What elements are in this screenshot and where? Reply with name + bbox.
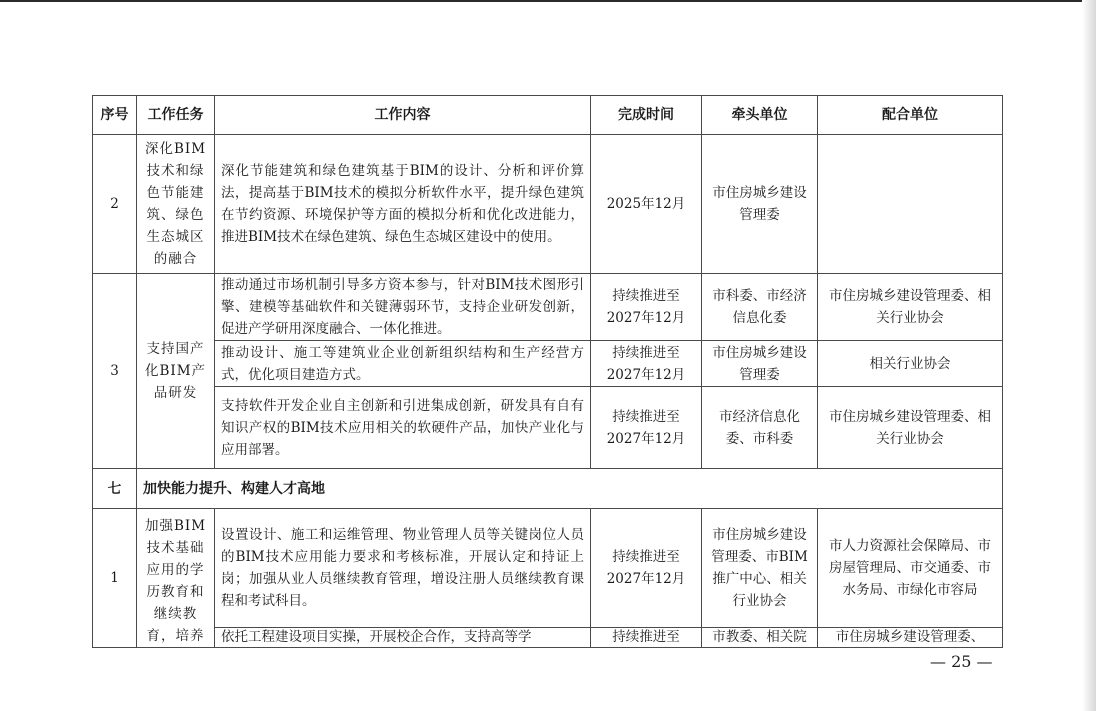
row-content: 深化节能建筑和绿色建筑基于BIM的设计、分析和评价算法，提高基于BIM技术的模拟分析软件水平，提升绿色建筑在节约资源、环境保护等方面的模拟分析和优化改进能力，推进BIM技术在绿色建筑、绿色生态城区建设中的使用。: [215, 135, 591, 274]
row-seq: 3: [93, 274, 137, 469]
row-coop: [818, 135, 1003, 274]
header-time: 完成时间: [591, 96, 702, 135]
table-row: [93, 274, 1003, 341]
row-time: 持续推进至2027年12月: [591, 509, 702, 628]
table-row: [93, 627, 1003, 647]
row-content: 依托工程建设项目实操，开展校企合作，支持高等学: [215, 627, 591, 647]
page-number: — 25 —: [930, 652, 993, 671]
top-border-line: [0, 0, 1096, 2]
row-coop: 市住房城乡建设管理委、相关行业协会: [818, 387, 1003, 469]
row-task: 深化BIM技术和绿色节能建筑、绿色生态城区的融合: [137, 135, 215, 274]
row-time: 持续推进至2027年12月: [591, 341, 702, 387]
row-time: 持续推进至2027年12月: [591, 387, 702, 469]
row-lead: 市经济信息化委、市科委: [702, 387, 818, 469]
row-content: 推动设计、施工等建筑业企业创新组织结构和生产经营方式，优化项目建造方式。: [215, 341, 591, 387]
row-time: 2025年12月: [591, 135, 702, 274]
row-lead: 市住房城乡建设管理委: [702, 341, 818, 387]
section-row: [93, 469, 1003, 509]
row-lead: 市住房城乡建设管理委: [702, 135, 818, 274]
row-seq: 1: [93, 509, 137, 648]
header-task: 工作任务: [137, 96, 215, 135]
row-content: 支持软件开发企业自主创新和引进集成创新，研发具有自有知识产权的BIM技术应用相关的软硬件产品，加快产业化与应用部署。: [215, 387, 591, 469]
row-seq: 2: [93, 135, 137, 274]
row-coop: 市住房城乡建设管理委、相关行业协会: [818, 274, 1003, 341]
work-plan-table: [92, 95, 1003, 648]
header-content: 工作内容: [215, 96, 591, 135]
section-number: 七: [93, 469, 137, 509]
page-edge-shadow: [1082, 0, 1096, 711]
header-lead: 牵头单位: [702, 96, 818, 135]
row-coop: 相关行业协会: [818, 341, 1003, 387]
table-header-row: [93, 96, 1003, 135]
row-content: 推动通过市场机制引导多方资本参与，针对BIM技术图形引擎、建模等基础软件和关键薄弱环节，支持企业研发创新，促进产学研用深度融合、一体化推进。: [215, 274, 591, 341]
table-row: [93, 135, 1003, 274]
row-task: 支持国产化BIM产品研发: [137, 274, 215, 469]
row-lead: 市住房城乡建设管理委、市BIM推广中心、相关行业协会: [702, 509, 818, 628]
row-coop: 市住房城乡建设管理委、: [818, 627, 1003, 647]
table-row: [93, 341, 1003, 387]
row-lead: 市科委、市经济信息化委: [702, 274, 818, 341]
header-seq: 序号: [93, 96, 137, 135]
table-row: [93, 387, 1003, 469]
section-title: 加快能力提升、构建人才高地: [137, 469, 1003, 509]
row-coop: 市人力资源社会保障局、市房屋管理局、市交通委、市水务局、市绿化市容局: [818, 509, 1003, 628]
header-coop: 配合单位: [818, 96, 1003, 135]
row-time: 持续推进至2027年12月: [591, 274, 702, 341]
row-lead: 市教委、相关院: [702, 627, 818, 647]
row-task: 加强BIM技术基础应用的学历教育和继续教育，培养: [137, 509, 215, 648]
table-row: [93, 509, 1003, 628]
row-content: 设置设计、施工和运维管理、物业管理人员等关键岗位人员的BIM技术应用能力要求和考核标准，开展认定和持证上岗；加强从业人员继续教育管理，增设注册人员继续教育课程和考试科目。: [215, 509, 591, 628]
row-time: 持续推进至: [591, 627, 702, 647]
